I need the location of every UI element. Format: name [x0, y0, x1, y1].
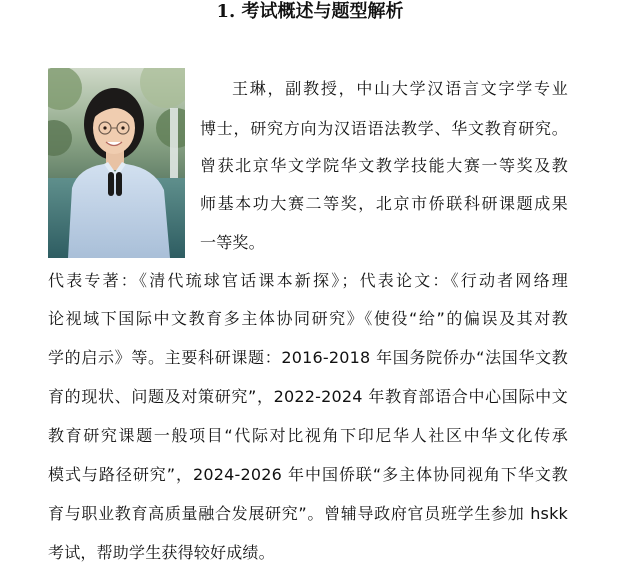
- bio-line-4: 师基本功大赛二等奖，北京市侨联科研课题成果: [200, 194, 568, 213]
- detail-line-7: 育与职业教育高质量融合发展研究”。曾辅导政府官员班学生参加 hskk: [48, 504, 568, 523]
- author-photo: [48, 68, 185, 258]
- detail-line-6: 模式与路径研究”，2024-2026 年中国侨联“多主体协同视角下华文教: [48, 465, 568, 484]
- section-title: 1. 考试概述与题型解析: [216, 1, 404, 22]
- detail-line-8: 考试，帮助学生获得较好成绩。: [48, 543, 275, 562]
- detail-line-1: 代表专著：《清代琉球官话课本新探》；代表论文：《行动者网络理: [48, 271, 568, 290]
- bio-line-2: 博士，研究方向为汉语语法教学、华文教育研究。: [200, 119, 568, 138]
- author-portrait-image: [48, 68, 185, 258]
- bio-line-5: 一等奖。: [200, 233, 265, 252]
- detail-line-2: 论视域下国际中文教育多主体协同研究》《使役“给”的偏误及其对教: [48, 309, 568, 328]
- bio-line-1: 王琳，副教授，中山大学汉语言文字学专业: [232, 79, 568, 98]
- detail-line-3: 学的启示》等。主要科研课题：2016-2018 年国务院侨办“法国华文教: [48, 348, 568, 367]
- detail-line-4: 育的现状、问题及对策研究”，2022-2024 年教育部语合中心国际中文: [48, 387, 568, 406]
- bio-line-3: 曾获北京华文学院华文教学技能大赛一等奖及教: [200, 156, 568, 175]
- detail-line-5: 教育研究课题一般项目“代际对比视角下印尼华人社区中华文化传承: [48, 426, 568, 445]
